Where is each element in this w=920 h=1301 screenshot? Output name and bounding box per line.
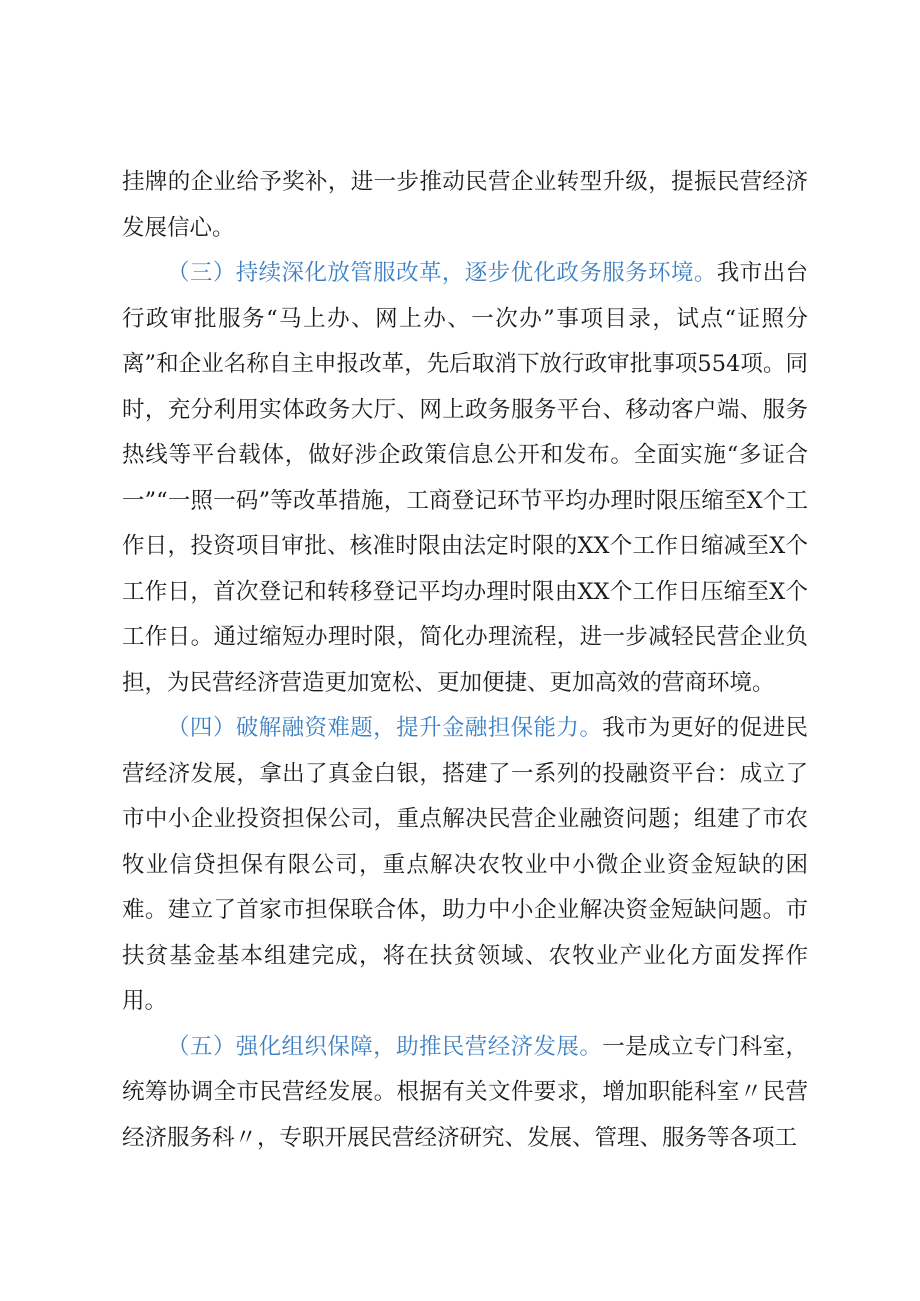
paragraph-section-4 (122, 706, 808, 1025)
paragraph-text: 我市出台行政审批服务“马上办、网上办、一次办”事项目录，试点“证照分离”和企业名称自主申报改革，先后取消下放行政审批事项554项。同时，充分利用实体政务大厅、网上政务服务平台、移动客户端、服务热线等平台载体，做好涉企政策信息公开和发布。全面实施“多证合一”“一照一码”等改革措施，工商登记环节平均办理时限压缩至X个工作日，投资项目审批、核准时限由法定时限的XX个工作日缩减至X个工作日，首次登记和转移登记平均办理时限由XX个工作日压缩至X个工作日。通过缩短办理时限，简化办理流程，进一步减轻民营企业负担，为民营经济营造更加宽松、更加便捷、更加高效的营商环境。 (122, 260, 808, 696)
section-heading: （三）持续深化放管服改革，逐步优化政务服务环境。 (167, 260, 717, 286)
document-body (122, 160, 808, 1161)
paragraph-text: 挂牌的企业给予奖补，进一步推动民营企业转型升级，提振民营经济发展信心。 (122, 169, 808, 241)
paragraph-continuation (122, 160, 808, 251)
paragraph-section-5 (122, 1025, 808, 1162)
section-heading: （四）破解融资难题，提升金融担保能力。 (167, 715, 603, 741)
paragraph-section-3 (122, 251, 808, 706)
paragraph-text: 一是成立专门科室，统筹协调全市民营经发展。根据有关文件要求，增加职能科室〃民营经济服务科〃，专职开展民营经济研究、发展、管理、服务等各项工 (122, 1033, 808, 1151)
paragraph-text: 我市为更好的促进民营经济发展，拿出了真金白银，搭建了一系列的投融资平台：成立了市中小企业投资担保公司，重点解决民营企业融资问题；组建了市农牧业信贷担保有限公司，重点解决农牧业中小微企业资金短缺的困难。建立了首家市担保联合体，助力中小企业解决资金短缺问题。市扶贫基金基本组建完成，将在扶贫领域、农牧业产业化方面发挥作用。 (122, 715, 808, 1014)
section-heading: （五）强化组织保障，助推民营经济发展。 (167, 1033, 603, 1060)
